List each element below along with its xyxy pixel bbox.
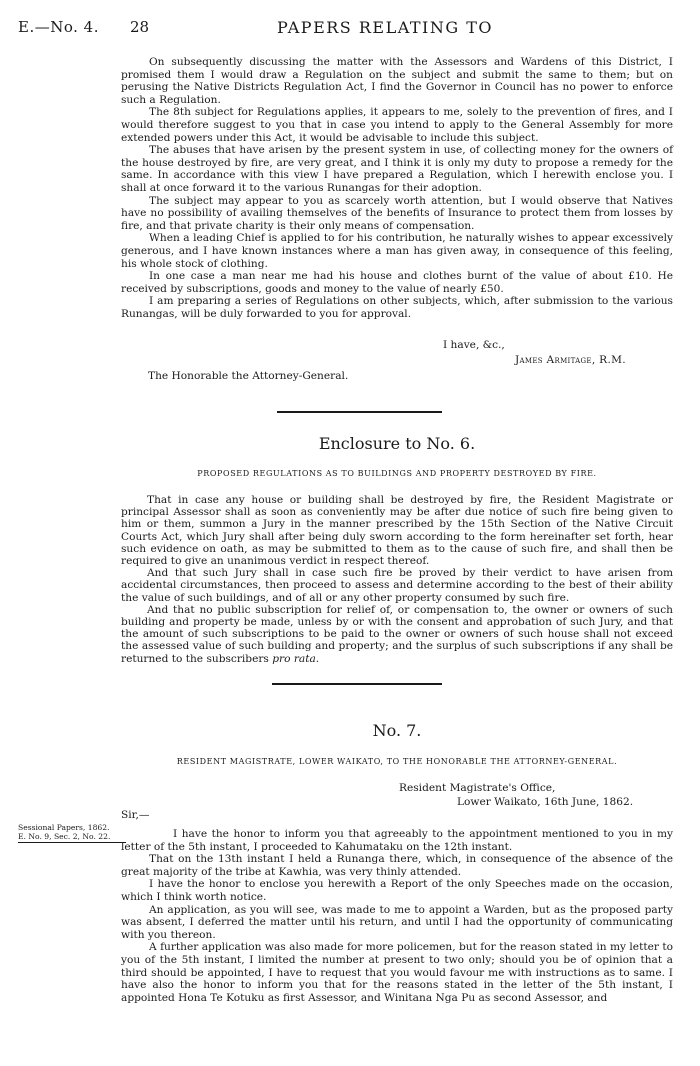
enclosure-title: Enclosure to No. 6. [318, 434, 476, 453]
address-date-line: Lower Waikato, 16th June, 1862. [457, 796, 634, 808]
section-title: No. 7. [372, 721, 422, 740]
paragraph: In one case a man near me had his house and clothes burnt of the value of about £10. He received by subscriptions, goods and money to the value of nearly £50. [121, 270, 673, 295]
paragraph [121, 604, 673, 665]
page-number: 28 [130, 18, 150, 36]
document-reference: E.—No. 4. [18, 18, 99, 36]
margin-note-line: E. No. 9, Sec. 2, No. 22. [18, 832, 126, 843]
page-header [18, 18, 682, 42]
section-divider [277, 411, 442, 413]
paragraph: I have the honor to enclose you herewith a Report of the only Speeches made on the occasion, which I think worth notice. [121, 878, 673, 903]
signature: James Armitage, R.M. [515, 354, 626, 366]
paragraph: That on the 13th instant I held a Runanga there, which, in consequence of the absence of the great majority of the tribe at Kawhia, was very thinly attended. [121, 853, 673, 878]
section-divider [272, 683, 442, 685]
closing-phrase: I have, &c., [443, 339, 505, 351]
paragraph: I am preparing a series of Regulations on other subjects, which, after submission to the various Runangas, will be duly forwarded to you for approval. [121, 295, 673, 320]
running-title: PAPERS RELATING TO [276, 18, 494, 37]
paragraph: An application, as you will see, was made to me to appoint a Warden, but as the proposed party was absent, I deferred the matter until his return, and until I had the opportunity of communicating with you thereon. [121, 903, 673, 941]
margin-note [18, 823, 126, 843]
salutation: Sir,— [121, 809, 150, 821]
enclosure-subheading: PROPOSED REGULATIONS AS TO BUILDINGS AND PROPERTY DESTROYED BY FIRE. [197, 469, 597, 478]
paragraph: When a leading Chief is applied to for his contribution, he naturally wishes to appear excessively generous, and I have known instances where a man has given away, in consequence of this feeling, his whole stock of clothing. [121, 232, 673, 270]
paragraph: The abuses that have arisen by the present system in use, of collecting money for the owners of the house destroyed by fire, are very great, and I think it is only my duty to propose a remedy for the same. In accordance with this view I have prepared a Regulation, which I herewith enclose you. I shall at once forward it to the various Runangas for their adoption. [121, 144, 673, 194]
paragraph: The 8th subject for Regulations applies, it appears to me, solely to the prevention of fires, and I would therefore suggest to you that in case you intend to apply to the General Assembly for more extended powers under this Act, it would be advisable to include this subject. [121, 106, 673, 144]
address-line: Resident Magistrate's Office, [399, 782, 556, 794]
italic-phrase: pro rata. [272, 652, 320, 665]
no7-letter-body [121, 828, 673, 1004]
addressee: The Honorable the Attorney-General. [148, 370, 349, 382]
paragraph: The subject may appear to you as scarcely worth attention, but I would observe that Natives have no possibility of availing themselves of the benefits of Insurance to protect them from losses by fire, and that private charity is their only means of compensation. [121, 194, 673, 232]
paragraph: That in case any house or building shall be destroyed by fire, the Resident Magistrate or principal Assessor shall as soon as conveniently may be after due notice of such fire being given to him or them, summon a Jury in the manner prescribed by the 15th Section of the Native Circuit Courts Act, which Jury shall after being duly sworn according to the form hereinafter set forth, hear such evidence on oath, as may be submitted to them as to the cause of such fire, and shall then be required to give an unanimous verdict in respect thereof. [121, 494, 673, 568]
margin-note-line: Sessional Papers, 1862. [18, 823, 110, 832]
paragraph: I have the honor to inform you that agreeably to the appointment mentioned to you in my letter of the 5th instant, I proceeded to Kahumataku on the 12th instant. [121, 828, 673, 853]
paragraph: And that such Jury shall in case such fire be proved by their verdict to have arisen from accidental circumstances, then proceed to assess and determine according to the best of their ability the value of such buildings, and of all or any other property consumed by such fire. [121, 567, 673, 604]
paragraph: On subsequently discussing the matter with the Assessors and Wardens of this District, I promised them I would draw a Regulation on the subject and submit the same to them; but on perusing the Native Districts Regulation Act, I find the Governor in Council has no power to enforce such a Regulation. [121, 56, 673, 106]
paragraph-text: And that no public subscription for relief of, or compensation to, the owner or owners of such building and property be made, unless by or with the consent and approbation of such Jury, and that the amount of such subscriptions to be paid to the owner or owners of such house shall not exceed the assessed value of such building and property; and the surplus of such subscriptions if any shall be returned to the subscribers [121, 603, 673, 665]
letter-end-body [121, 56, 673, 320]
paragraph: A further application was also made for more policemen, but for the reason stated in my letter to you of the 5th instant, I limited the number at present to two only; should you be of opinion that a third should be appointed, I have to request that you would favour me with instructions as to same. I have also the honor to inform you that for the reasons stated in the letter of the 5th instant, I appointed Hona Te Kotuku as first Assessor, and Winitana Nga Pu as second Assessor, and [121, 941, 673, 1004]
letter-subheading: RESIDENT MAGISTRATE, LOWER WAIKATO, TO THE HONORABLE THE ATTORNEY-GENERAL. [176, 757, 618, 766]
enclosure-body [121, 494, 673, 665]
